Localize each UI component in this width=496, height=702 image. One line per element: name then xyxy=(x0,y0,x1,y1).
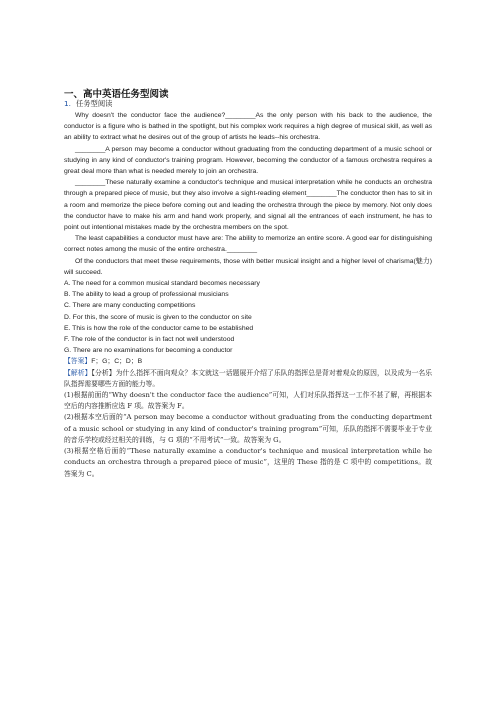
passage-paragraph: ________These naturally examine a conductor's technique and musical interpretation while he conducts an orchestra through a prepared piece of music, but they also involve a sight-reading element________The conductor then has to sit in a room and memorize the piece before coming out and leading the orchestra through the piece by memory. Not only does the conductor have to make his arm and hand work properly, and signal all the entrances of each instrument, he has to point out intentional mistakes made by the orchestra members on the spot. xyxy=(64,179,432,232)
subsection-title xyxy=(64,99,112,109)
option-item: F. The role of the conductor is in fact not well understood xyxy=(64,336,235,344)
answer-tag: 【答案】 xyxy=(64,358,92,366)
option-item: C. There are many conducting competitions xyxy=(64,302,196,310)
option-item: G. There are no examinations for becoming a conductor xyxy=(64,347,233,355)
passage-paragraph: ________A person may become a conductor without graduating from the conducting department of a music school or studying in any kind of conductor's training program. However, becoming the conductor of a famous orchestra requires a great deal more than what is needed merely to join an orchestra. xyxy=(64,145,432,176)
option-item: D. For this, the score of music is given to the conductor on site xyxy=(64,313,252,321)
option-item: B. The ability to lead a group of professional musicians xyxy=(64,291,229,299)
option-item: E. This is how the role of the conductor came to be established xyxy=(64,324,254,332)
subsection-label: 任务型阅读 xyxy=(75,99,113,108)
passage-paragraph: The least capabilities a conductor must have are: The ability to memorize an entire score. A good ear for distinguishing correct notes among the music of the entire orchestra.________ xyxy=(64,235,432,254)
analysis-intro xyxy=(64,368,432,390)
analysis-item: (2)根据本空后面的“A person may become a conductor without graduating from the conducting department of a music school or studying in any kind of conductor's training program”可知，乐队的指挥不需要毕业于专业的音乐学校或经过相关的训练，与 G 项的“不用考试”一致。故答案为 G。 xyxy=(64,413,432,444)
analysis-tag: 【解析】 xyxy=(64,368,92,377)
analysis-intro-text: 【分析】为什么指挥不面向观众？本文就这一话题展开介绍了乐队的指挥总是背对着观众的原因，以及成为一名乐队指挥需要哪些方面的能力等。 xyxy=(64,368,433,388)
subsection-number: 1. xyxy=(64,99,71,108)
section-title: 一、高中英语任务型阅读 xyxy=(64,89,169,100)
passage-paragraph: Of the conductors that meet these requirements, those with better musical insight and a higher level of charisma(魅力) will succeed. xyxy=(64,257,432,276)
analysis-item: (1)根据前面的“Why doesn't the conductor face the audience”可知，人们对乐队指挥这一工作不甚了解，再根据本空后的内容推断应选 F 项。故答案为 F。 xyxy=(64,391,432,411)
analysis-item: (3)根据空格后面的“These naturally examine a conductor's technique and musical interpretation while he conducts an orchestra through a prepared piece of music”，这里的 These 指的是 C 项中的 competitions。故答案为 C。 xyxy=(64,447,432,478)
answer-text: F；G；C；D；B xyxy=(91,358,143,366)
document-body xyxy=(64,110,432,480)
passage-paragraph: Why doesn't the conductor face the audience?________As the only person with his back to the audience, the conductor is a figure who is bathed in the spotlight, but his complex work requires a high degree of musical skill, as well as an ability to extract what he desires out of the group of artists he leads--his orchestra. xyxy=(64,112,432,142)
answer-line xyxy=(64,356,432,367)
option-item: A. The need for a common musical standard becomes necessary xyxy=(64,280,260,288)
